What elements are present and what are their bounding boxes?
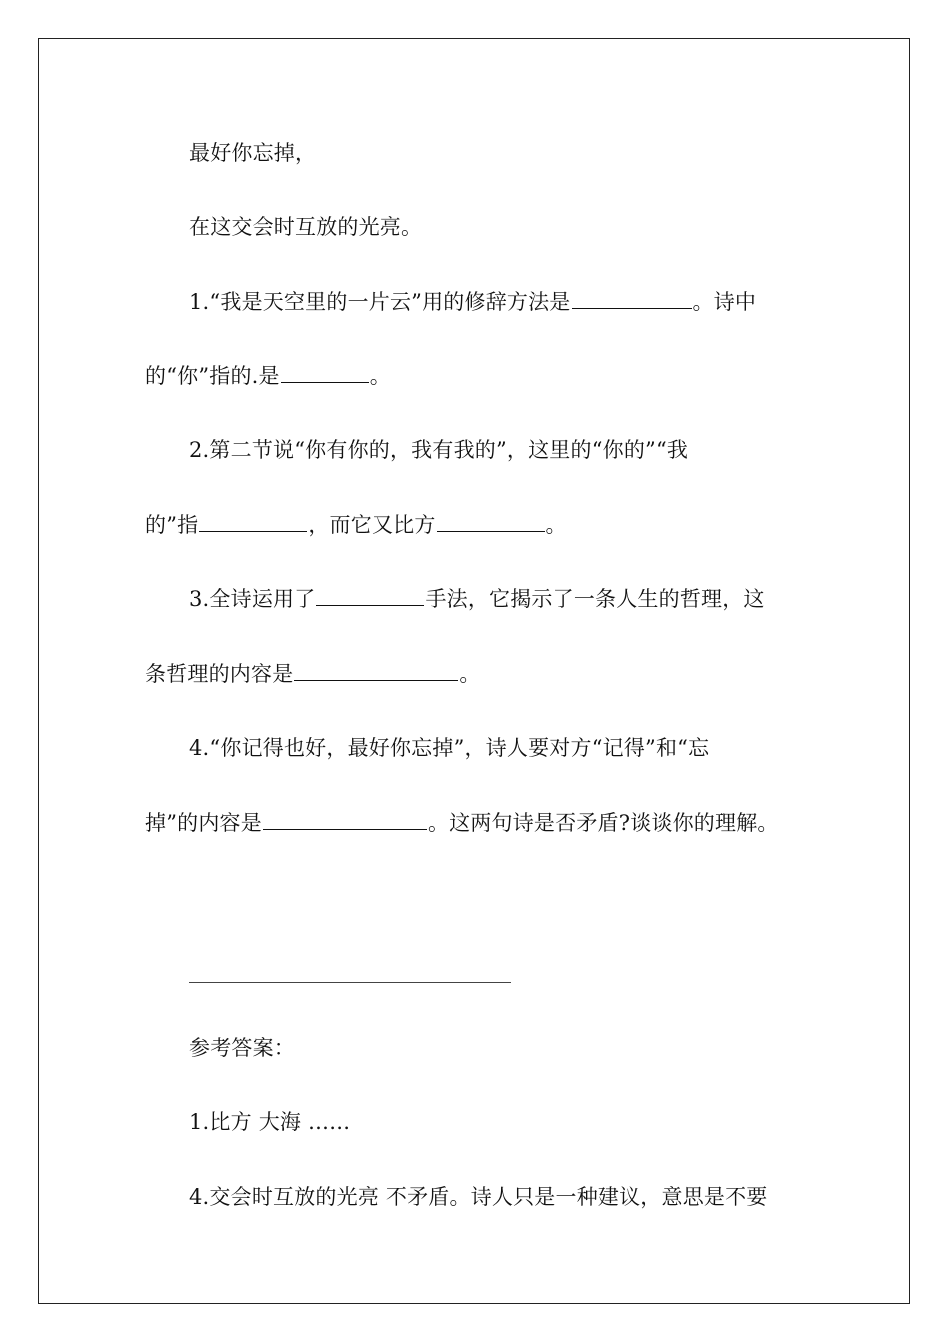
question-1-text: 的“你”指的.是: [145, 364, 280, 388]
question-1-line-1: [189, 288, 756, 316]
question-4-line-1: [189, 734, 709, 762]
question-2-text: ，而它又比方: [308, 513, 436, 537]
question-1-text: 。: [369, 364, 391, 388]
answer-blank: [281, 362, 369, 383]
question-2-text: 2.第二节说“你有你的，我有我的”，这里的“你的”“我: [189, 438, 689, 462]
question-4-text: 。这两句诗是否矛盾?谈谈你的理解。: [427, 811, 779, 835]
answer-blank: [572, 288, 692, 309]
question-4-line-2: [145, 809, 779, 837]
section-divider: [189, 982, 511, 983]
answer-blank: [294, 660, 458, 681]
question-1-text: 。诗中: [692, 290, 757, 314]
question-2-text: 。: [545, 513, 567, 537]
answer-blank: [199, 511, 307, 532]
question-2-text: 的”指: [145, 513, 199, 537]
question-2-line-1: [189, 436, 688, 464]
question-3-text: 条哲理的内容是: [145, 662, 294, 686]
question-3-line-1: [189, 585, 765, 613]
question-4-text: 4.“你记得也好，最好你忘掉”，诗人要对方“记得”和“忘: [189, 736, 710, 760]
answer-1: 1.比方 大海 ……: [189, 1110, 351, 1134]
poem-line-1: 最好你忘掉，: [189, 141, 317, 165]
question-4-text: 掉”的内容是: [145, 811, 262, 835]
answer-blank: [437, 511, 545, 532]
poem-line-2: 在这交会时互放的光亮。: [189, 215, 423, 239]
question-1-text: 1.“我是天空里的一片云”用的修辞方法是: [189, 290, 571, 314]
question-1-line-2: [145, 362, 391, 390]
question-3-text: 3.全诗运用了: [189, 587, 316, 611]
answer-blank: [316, 585, 424, 606]
answers-heading: 参考答案：: [189, 1036, 295, 1060]
question-3-text: 。: [459, 662, 481, 686]
question-3-text: 手法，它揭示了一条人生的哲理，这: [425, 587, 765, 611]
question-2-line-2: [145, 511, 567, 539]
question-3-line-2: [145, 660, 481, 688]
answer-blank: [263, 809, 427, 830]
answer-4: 4.交会时互放的光亮 不矛盾。诗人只是一种建议，意思是不要: [189, 1185, 768, 1209]
